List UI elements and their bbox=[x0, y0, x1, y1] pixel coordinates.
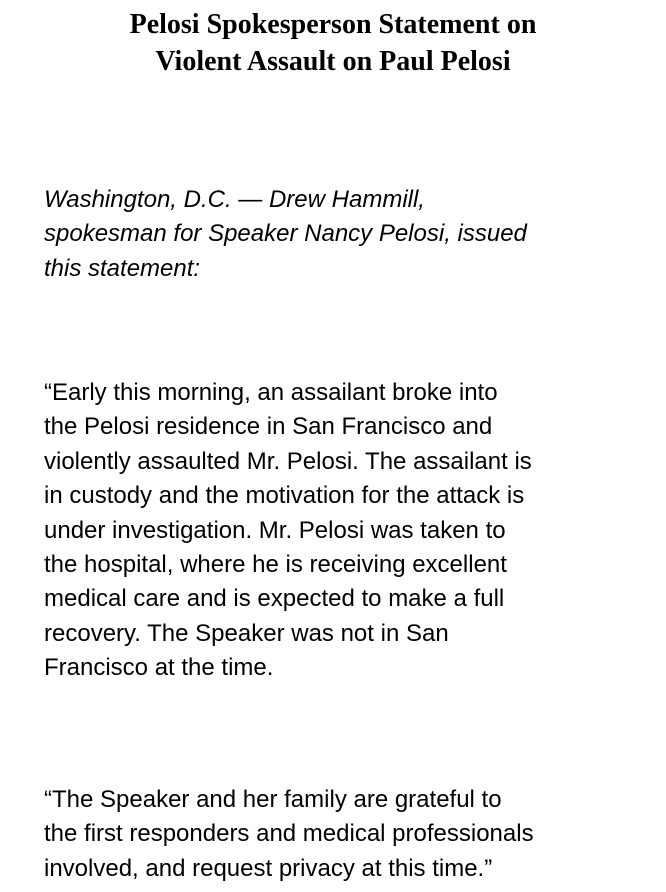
paragraph-line: recovery. The Speaker was not in San bbox=[44, 619, 449, 647]
paragraph-line: involved, and request privacy at this time.” bbox=[44, 854, 493, 882]
title-line: Violent Assault on Paul Pelosi bbox=[155, 46, 511, 77]
dateline-paragraph bbox=[44, 183, 654, 286]
paragraph-line: medical care and is expected to make a full bbox=[44, 585, 505, 613]
paragraph-line: the first responders and medical professionals bbox=[44, 820, 534, 848]
paragraph-line: the hospital, where he is receiving excellent bbox=[44, 551, 507, 579]
paragraph-line: “Early this morning, an assailant broke into bbox=[44, 379, 498, 406]
dateline-line: Washington, D.C. — Drew Hammill, bbox=[44, 186, 425, 213]
statement-paragraph-2 bbox=[44, 783, 654, 886]
dateline-line: spokesman for Speaker Nancy Pelosi, issued bbox=[44, 220, 527, 248]
paragraph-line: under investigation. Mr. Pelosi was taken to bbox=[44, 516, 506, 544]
paragraph-line: “The Speaker and her family are grateful to bbox=[44, 786, 502, 813]
paragraph-line: the Pelosi residence in San Francisco and bbox=[44, 413, 493, 441]
statement-paragraph-1 bbox=[44, 376, 654, 686]
paragraph-line: in custody and the motivation for the attack is bbox=[44, 482, 525, 510]
document-title bbox=[0, 6, 666, 80]
dateline-line: this statement: bbox=[44, 254, 201, 282]
paragraph-line: Francisco at the time. bbox=[44, 654, 274, 682]
title-line: Pelosi Spokesperson Statement on bbox=[129, 9, 537, 40]
paragraph-line: violently assaulted Mr. Pelosi. The assailant is bbox=[44, 447, 532, 475]
